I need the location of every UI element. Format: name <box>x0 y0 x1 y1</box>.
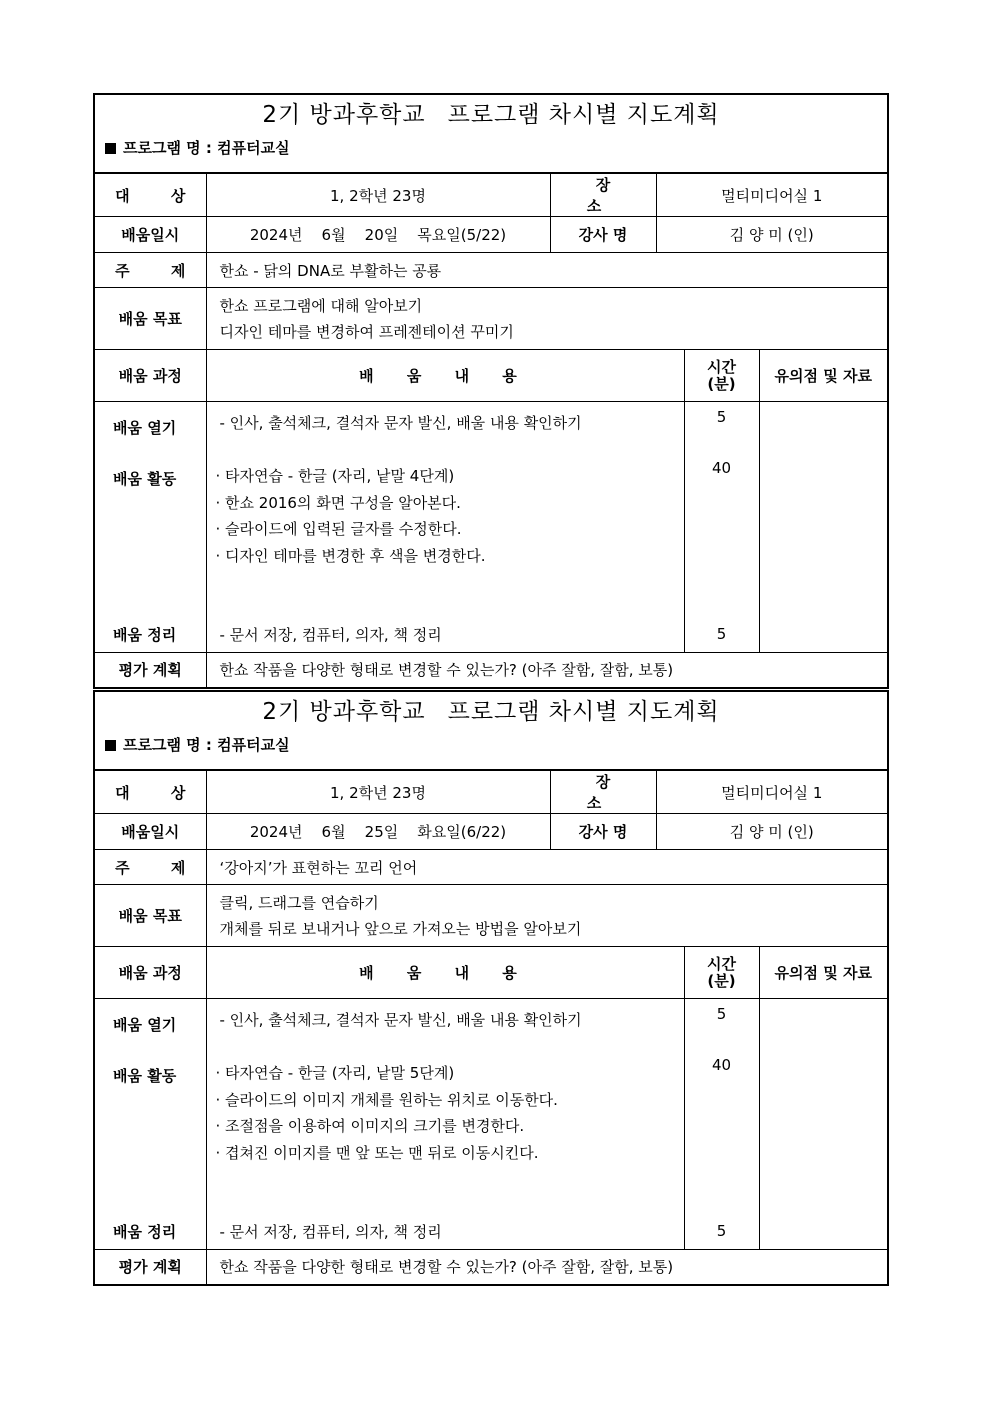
plan-table <box>95 770 887 1284</box>
target-label: 대 상 <box>115 783 204 802</box>
notes-cell <box>759 402 887 653</box>
phase-close-label: 배움 정리 <box>113 1223 177 1241</box>
phase-activity-label: 배움 활동 <box>113 470 177 488</box>
eval-label: 평가 계획 <box>95 1250 206 1284</box>
goal-item: 개체를 뒤로 보내거나 앞으로 가져오는 방법을 알아보기 <box>219 919 582 938</box>
program-name-text: 프로그램 명 : 컴퓨터교실 <box>123 139 290 157</box>
activity-item: · 조절점을 이용하여 이미지의 크기를 변경한다. <box>215 1117 525 1135</box>
process-label: 배움 과정 <box>95 350 206 402</box>
activity-item: · 디자인 테마를 변경한 후 색을 변경한다. <box>215 547 486 565</box>
goal-label: 배움 목표 <box>95 885 206 947</box>
activity-item: · 슬라이드에 입력된 글자를 수정한다. <box>215 520 462 538</box>
teacher-label: 강사 명 <box>550 814 656 850</box>
title-part-b: 프로그램 차시별 지도계획 <box>447 102 720 128</box>
target-label: 대 상 <box>115 186 204 205</box>
teacher-value: 김 양 미 (인) <box>656 217 887 253</box>
goal-label: 배움 목표 <box>95 288 206 350</box>
date-label: 배움일시 <box>95 217 206 253</box>
title-part-b: 프로그램 차시별 지도계획 <box>447 699 720 725</box>
date-value: 2024년 6월 20일 목요일(5/22) <box>206 217 550 253</box>
place-value: 멀티미디어실 1 <box>656 174 887 217</box>
phase-activity-label: 배움 활동 <box>113 1067 177 1085</box>
phase-close-label: 배움 정리 <box>113 626 177 644</box>
square-bullet-icon <box>105 143 116 154</box>
time-label-line2: (분) <box>707 374 736 393</box>
title-part-a: 2기 방과후학교 <box>262 699 426 725</box>
open-content: - 인사, 출석체크, 결석자 문자 발신, 배울 내용 확인하기 <box>219 414 582 432</box>
open-content: - 인사, 출석체크, 결석자 문자 발신, 배울 내용 확인하기 <box>219 1011 582 1029</box>
date-value: 2024년 6월 25일 화요일(6/22) <box>206 814 550 850</box>
close-content: - 문서 저장, 컴퓨터, 의자, 책 정리 <box>219 1223 442 1241</box>
eval-value: 한쇼 작품을 다양한 형태로 변경할 수 있는가? (아주 잘함, 잘함, 보통) <box>206 1250 887 1284</box>
activity-item: · 겹쳐진 이미지를 맨 앞 또는 맨 뒤로 이동시킨다. <box>215 1144 539 1162</box>
topic-label: 주 제 <box>115 261 204 280</box>
activity-item: · 타자연습 - 한글 (자리, 낱말 5단계) <box>215 1064 455 1082</box>
content-label: 배 움 내 용 <box>359 964 531 982</box>
plan-title <box>95 692 887 732</box>
activity-item: · 한쇼 2016의 화면 구성을 알아본다. <box>215 494 461 512</box>
time-open: 5 <box>716 408 727 426</box>
goal-list <box>206 288 887 350</box>
teacher-value: 김 양 미 (인) <box>656 814 887 850</box>
topic-value: ‘강아지’가 표현하는 꼬리 언어 <box>206 850 887 885</box>
time-column <box>685 402 759 652</box>
time-close: 5 <box>716 625 727 643</box>
time-open: 5 <box>716 1005 727 1023</box>
place-label: 장 소 <box>586 773 629 812</box>
activity-item: · 슬라이드의 이미지 개체를 원하는 위치로 이동한다. <box>215 1091 558 1109</box>
time-label <box>684 947 759 999</box>
process-label: 배움 과정 <box>95 947 206 999</box>
time-label <box>684 350 759 402</box>
plan-title <box>95 95 887 135</box>
phase-open-label: 배움 열기 <box>113 419 177 437</box>
time-activity: 40 <box>711 459 732 477</box>
notes-label: 유의점 및 자료 <box>759 947 887 999</box>
goal-item: 디자인 테마를 변경하여 프레젠테이션 꾸미기 <box>219 322 514 341</box>
goal-list <box>206 885 887 947</box>
plan-table <box>95 173 887 687</box>
place-label: 장 소 <box>586 176 629 215</box>
time-column <box>685 999 759 1249</box>
program-name <box>95 135 887 173</box>
date-label: 배움일시 <box>95 814 206 850</box>
time-label-line1: 시간 <box>707 954 736 973</box>
target-value: 1, 2학년 23명 <box>206 771 550 814</box>
close-content: - 문서 저장, 컴퓨터, 의자, 책 정리 <box>219 626 442 644</box>
eval-value: 한쇼 작품을 다양한 형태로 변경할 수 있는가? (아주 잘함, 잘함, 보통) <box>206 653 887 687</box>
lesson-content <box>207 999 684 1249</box>
program-name-text: 프로그램 명 : 컴퓨터교실 <box>123 736 290 754</box>
topic-value: 한쇼 - 닭의 DNA로 부활하는 공룡 <box>206 253 887 288</box>
topic-label: 주 제 <box>115 858 204 877</box>
program-name <box>95 732 887 770</box>
lesson-plan-1 <box>93 93 889 689</box>
time-activity: 40 <box>711 1056 732 1074</box>
lesson-plan-2 <box>93 690 889 1286</box>
notes-label: 유의점 및 자료 <box>759 350 887 402</box>
phase-open-label: 배움 열기 <box>113 1016 177 1034</box>
goal-item: 클릭, 드래그를 연습하기 <box>219 893 379 912</box>
teacher-label: 강사 명 <box>550 217 656 253</box>
place-value: 멀티미디어실 1 <box>656 771 887 814</box>
lesson-content <box>207 402 684 652</box>
time-close: 5 <box>716 1222 727 1240</box>
eval-label: 평가 계획 <box>95 653 206 687</box>
target-value: 1, 2학년 23명 <box>206 174 550 217</box>
content-label: 배 움 내 용 <box>359 367 531 385</box>
square-bullet-icon <box>105 740 116 751</box>
activity-item: · 타자연습 - 한글 (자리, 낱말 4단계) <box>215 467 455 485</box>
time-label-line1: 시간 <box>707 357 736 376</box>
time-label-line2: (분) <box>707 971 736 990</box>
notes-cell <box>759 999 887 1250</box>
title-part-a: 2기 방과후학교 <box>262 102 426 128</box>
goal-item: 한쇼 프로그램에 대해 알아보기 <box>219 296 423 315</box>
